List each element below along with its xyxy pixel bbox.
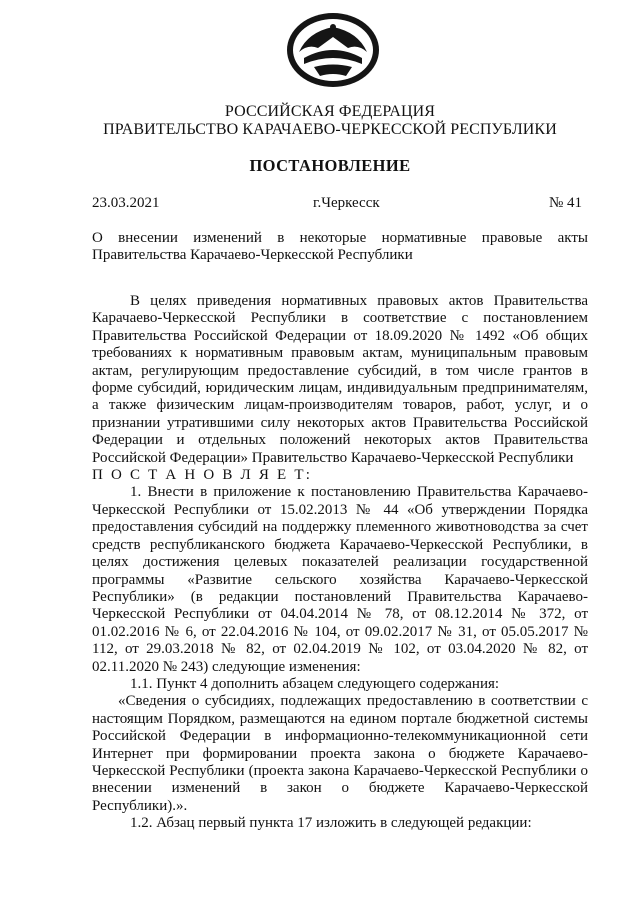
item-1-2-paragraph: 1.2. Абзац первый пункта 17 изложить в следующей редакции: xyxy=(130,815,532,832)
decree-word: П О С Т А Н О В Л Я Е Т: xyxy=(92,467,313,484)
preamble-paragraph: В целях приведения нормативных правовых актов Правительства Карачаево-Черкесской Республики в соответствие с постановлением Правительства Российской Федерации от 18.09.2020 № 1492 «Об общих требованиях к нормативным правовым актам, муниципальным правовым актам, регулирующим предоставление субсидий, в том числе грантов в форме субсидий, юридическим лицам, индивидуальным предпринимателям, а также физическим лицам-производителям товаров, работ, услуг, и о признании утратившими силу некоторых актов Правительства Российской Федерации и отдельных положений некоторых актов Правительства Российской Федерации» Правительство Карачаево-Черкесской Республики xyxy=(92,293,588,466)
country-heading: РОССИЙСКАЯ ФЕДЕРАЦИЯ xyxy=(224,103,436,120)
document-city: г.Черкесск xyxy=(313,195,380,211)
government-heading: ПРАВИТЕЛЬСТВО КАРАЧАЕВО-ЧЕРКЕССКОЙ РЕСПУБЛИКИ xyxy=(103,121,557,138)
document-subject: О внесении изменений в некоторые нормативные правовые акты Правительства Карачаево-Черкесской Республики xyxy=(92,230,588,264)
document-number: № 41 xyxy=(549,195,583,211)
coat-of-arms-emblem xyxy=(286,12,380,88)
document-type-title: ПОСТАНОВЛЕНИЕ xyxy=(249,156,411,175)
document-body xyxy=(92,293,588,833)
item-1-1-paragraph: 1.1. Пункт 4 дополнить абзацем следующего содержания: xyxy=(130,675,500,692)
quote-paragraph: «Сведения о субсидиях, подлежащих предоставлению в соответствии с настоящим Порядком, размещаются на едином портале бюджетной системы Российской Федерации в информационно-телекоммуникационной сети Интернет при формировании проекта закона о бюджете Карачаево-Черкесской Республики (проекта закона Карачаево-Черкесской Республики о внесении изменений в закон о бюджете Карачаево-Черкесской Республики).». xyxy=(92,693,588,814)
item-1-paragraph: 1. Внести в приложение к постановлению Правительства Карачаево-Черкесской Республики от 15.02.2013 № 44 «Об утверждении Порядка предоставления субсидий на поддержку племенного животноводства за счет средств республиканского бюджета Карачаево-Черкесской Республики, в целях достижения целевых показателей реализации государственной программы «Развитие сельского хозяйства Карачаево-Черкесской Республики» (в редакции постановлений Правительства Карачаево-Черкесской Республики от 04.04.2014 № 78, от 08.12.2014 № 372, от 01.02.2016 № 6, от 22.04.2016 № 104, от 09.02.2017 № 31, от 05.05.2017 № 112, от 29.03.2018 № 82, от 02.04.2019 № 102, от 03.04.2020 № 82, от 02.11.2020 № 243) следующие изменения: xyxy=(92,484,588,675)
document-date: 23.03.2021 xyxy=(92,195,160,211)
